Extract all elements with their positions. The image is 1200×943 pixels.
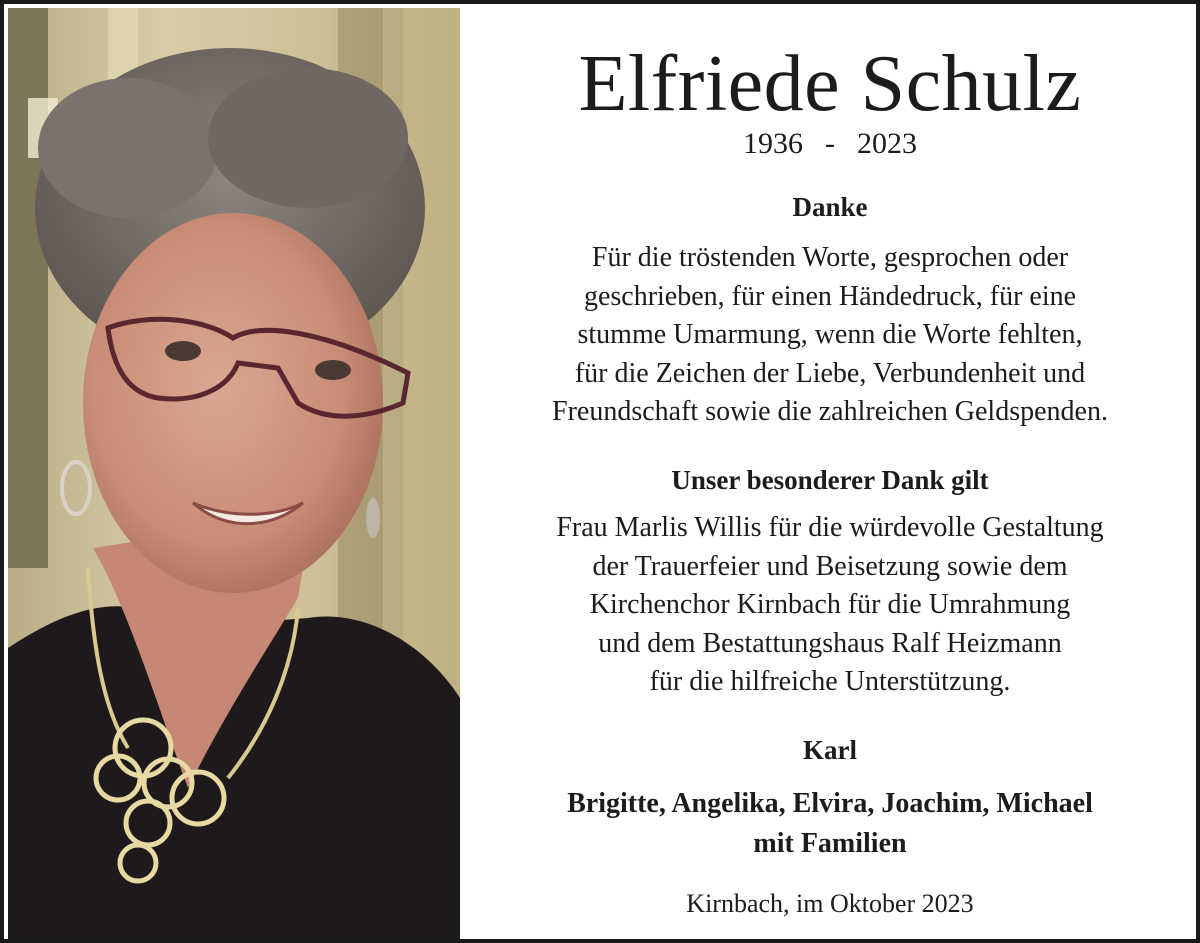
signatory-spouse: Karl [803, 735, 857, 765]
thanks-heading: Danke [792, 192, 868, 222]
special-thanks-line: der Trauerfeier und Beisetzung sowie dem [592, 550, 1068, 582]
deceased-name: Elfriede Schulz [578, 40, 1082, 128]
signatory-children [460, 784, 1200, 864]
special-thanks-line: Frau Marlis Willis für die würdevolle Gestaltung [556, 512, 1104, 543]
thanks-line: geschrieben, für einen Händedruck, für eine [583, 280, 1077, 312]
special-thanks-heading: Unser besonderer Dank gilt [671, 465, 989, 495]
portrait-photo [8, 8, 460, 943]
death-year: 2023 [857, 127, 917, 160]
special-thanks-line: und dem Bestattungshaus Ralf Heizmann [598, 627, 1062, 659]
date-separator: - [825, 127, 835, 160]
special-thanks-line: für die hilfreiche Unterstützung. [649, 666, 1011, 697]
thanks-line: Für die tröstenden Worte, gesprochen oder [591, 242, 1069, 273]
special-thanks-line: Kirchenchor Kirnbach für die Umrahmung [589, 589, 1071, 620]
thanks-line: Freundschaft sowie die zahlreichen Geldspenden. [552, 396, 1108, 427]
children-line: mit Familien [753, 828, 907, 859]
life-dates [460, 124, 1200, 164]
place-and-date: Kirnbach, im Oktober 2023 [686, 889, 974, 918]
thanks-line: für die Zeichen der Liebe, Verbundenheit und [574, 357, 1086, 389]
special-thanks-paragraph [460, 509, 1200, 702]
thanks-line: stumme Umarmung, wenn die Worte fehlten, [577, 319, 1083, 350]
text-column [460, 4, 1200, 943]
thanks-paragraph [460, 239, 1200, 432]
birth-year: 1936 [743, 127, 803, 160]
children-line: Brigitte, Angelika, Elvira, Joachim, Michael [567, 788, 1093, 819]
